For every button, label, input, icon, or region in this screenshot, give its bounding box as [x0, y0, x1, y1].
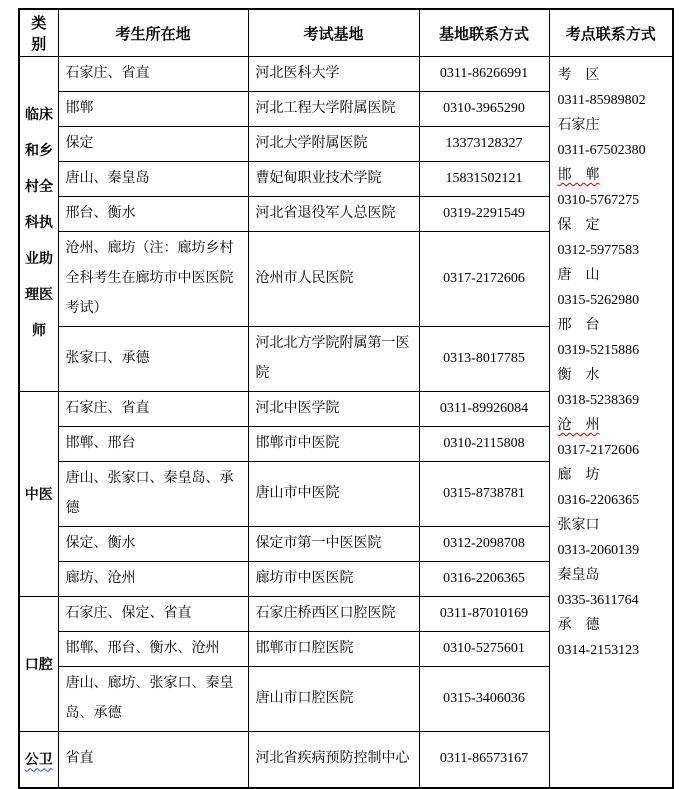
- phone-cell: 0311-87010169: [419, 597, 549, 632]
- phone-cell: 0317-2172606: [419, 232, 549, 327]
- site-region: 秦皇岛: [557, 568, 600, 583]
- site-phone: 0315-5262980: [557, 293, 640, 308]
- phone-cell: 0312-2098708: [419, 527, 549, 562]
- phone-cell: 0315-8738781: [419, 462, 549, 527]
- base-cell: 邯郸市口腔医院: [248, 632, 419, 667]
- header-site-contact: 考点联系方式: [549, 9, 673, 57]
- site-phone: 0314-2153123: [557, 643, 640, 658]
- site-region: 石家庄: [557, 118, 600, 133]
- table-header-row: [19, 9, 673, 57]
- header-base: 考试基地: [248, 9, 419, 57]
- location-cell: 邯郸、邢台、衡水、沧州: [58, 632, 248, 667]
- site-region: 衡 水: [557, 368, 600, 383]
- site-region: 邢 台: [557, 318, 600, 333]
- location-cell: 唐山、廊坊、张家口、秦皇岛、承德: [58, 667, 248, 732]
- header-base-contact: 基地联系方式: [419, 9, 549, 57]
- category-clinical-cell: [19, 57, 58, 392]
- site-contacts-cell: [549, 57, 673, 788]
- category-clinical-label: 临床和乡村全科执业助理医师: [25, 108, 53, 339]
- table-row: [19, 57, 673, 92]
- base-cell: 河北医科大学: [248, 57, 419, 92]
- location-cell: 沧州、廊坊（注：廊坊乡村全科考生在廊坊市中医医院考试）: [58, 232, 248, 327]
- base-cell: 保定市第一中医医院: [248, 527, 419, 562]
- location-cell: 唐山、张家口、秦皇岛、承德: [58, 462, 248, 527]
- base-cell: 河北中医学院: [248, 392, 419, 427]
- location-cell: 省直: [58, 732, 248, 788]
- phone-cell: 0310-3965290: [419, 92, 549, 127]
- phone-cell: 0311-86266991: [419, 57, 549, 92]
- site-region: 保 定: [557, 218, 600, 233]
- phone-cell: 15831502121: [419, 162, 549, 197]
- header-category: 类别: [19, 9, 58, 57]
- location-cell: 张家口、承德: [58, 327, 248, 392]
- location-cell: 保定: [58, 127, 248, 162]
- location-cell: 石家庄、保定、省直: [58, 597, 248, 632]
- phone-cell: 13373128327: [419, 127, 549, 162]
- site-phone: 0319-5215886: [557, 343, 640, 358]
- site-phone: 0311-85989802: [557, 93, 646, 108]
- base-cell: 石家庄桥西区口腔医院: [248, 597, 419, 632]
- base-cell: 河北省疾病预防控制中心: [248, 732, 419, 788]
- category-public-health-label: 公卫: [24, 753, 53, 769]
- site-phone: 0311-67502380: [557, 143, 646, 158]
- site-phone: 0335-3611764: [557, 593, 639, 608]
- exam-base-contact-table: [18, 8, 674, 789]
- header-location: 考生所在地: [58, 9, 248, 57]
- site-phone: 0312-5977583: [557, 243, 640, 258]
- location-cell: 邢台、衡水: [58, 197, 248, 232]
- location-cell: 邯郸: [58, 92, 248, 127]
- site-region: 沧 州: [557, 418, 600, 433]
- site-region: 邯 郸: [557, 168, 600, 183]
- base-cell: 唐山市口腔医院: [248, 667, 419, 732]
- location-cell: 唐山、秦皇岛: [58, 162, 248, 197]
- phone-cell: 0313-8017785: [419, 327, 549, 392]
- base-cell: 沧州市人民医院: [248, 232, 419, 327]
- phone-cell: 0311-86573167: [419, 732, 549, 788]
- site-phone: 0316-2206365: [557, 493, 640, 508]
- site-region: 考 区: [557, 68, 600, 83]
- base-cell: 曹妃甸职业技术学院: [248, 162, 419, 197]
- category-public-health-cell: [19, 732, 58, 788]
- site-phone: 0310-5767275: [557, 193, 640, 208]
- site-region: 承 德: [557, 618, 600, 633]
- site-region: 廊 坊: [557, 468, 600, 483]
- base-cell: 河北北方学院附属第一医院: [248, 327, 419, 392]
- phone-cell: 0316-2206365: [419, 562, 549, 597]
- location-cell: 邯郸、邢台: [58, 427, 248, 462]
- base-cell: 河北工程大学附属医院: [248, 92, 419, 127]
- base-cell: 廊坊市中医医院: [248, 562, 419, 597]
- location-cell: 石家庄、省直: [58, 392, 248, 427]
- category-dental-cell: 口腔: [19, 597, 58, 732]
- base-cell: 唐山市中医院: [248, 462, 419, 527]
- phone-cell: 0319-2291549: [419, 197, 549, 232]
- category-tcm-cell: 中医: [19, 392, 58, 597]
- location-cell: 廊坊、沧州: [58, 562, 248, 597]
- phone-cell: 0310-2115808: [419, 427, 549, 462]
- site-phone: 0313-2060139: [557, 543, 640, 558]
- phone-cell: 0315-3406036: [419, 667, 549, 732]
- site-phone: 0318-5238369: [557, 393, 640, 408]
- base-cell: 河北省退役军人总医院: [248, 197, 419, 232]
- site-region: 张家口: [557, 518, 600, 533]
- site-phone: 0317-2172606: [557, 443, 640, 458]
- phone-cell: 0311-89926084: [419, 392, 549, 427]
- location-cell: 石家庄、省直: [58, 57, 248, 92]
- base-cell: 邯郸市中医院: [248, 427, 419, 462]
- location-cell: 保定、衡水: [58, 527, 248, 562]
- phone-cell: 0310-5275601: [419, 632, 549, 667]
- site-region: 唐 山: [557, 268, 600, 283]
- base-cell: 河北大学附属医院: [248, 127, 419, 162]
